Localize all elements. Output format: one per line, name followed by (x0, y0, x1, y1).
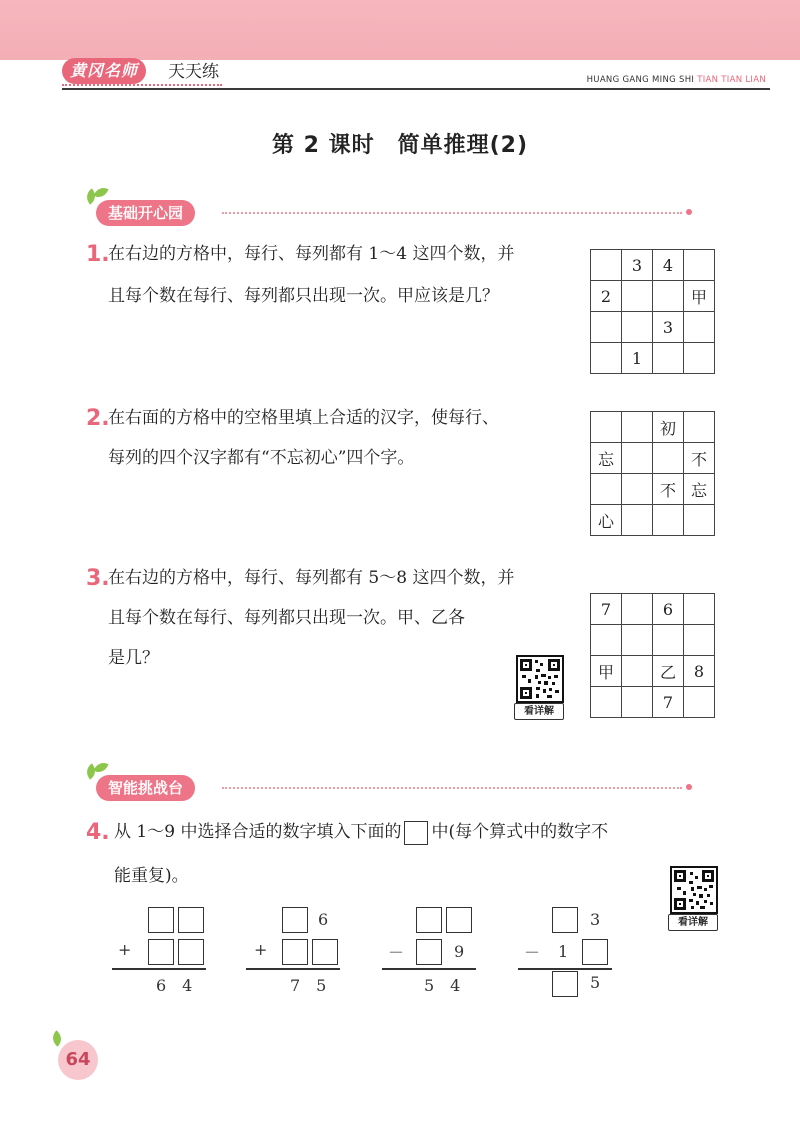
question-4-line-2: 能重复)。 (114, 866, 189, 886)
grid-cell: 1 (622, 343, 653, 374)
dot-icon (686, 209, 692, 215)
header-dotted-rule (62, 84, 222, 86)
grid-cell: 不 (684, 443, 715, 474)
answer-box (552, 907, 578, 933)
answer-box (404, 821, 428, 845)
answer-box (148, 939, 174, 965)
section-basic-label: 基础开心园 (96, 200, 195, 226)
question-2-line-2: 每列的四个汉字都有“不忘初心”四个字。 (108, 448, 415, 468)
section-dotted-rule (222, 212, 682, 214)
grid-cell (653, 505, 684, 536)
leaf-icon (49, 1030, 65, 1046)
operator-sign: + (118, 940, 132, 959)
grid-cell (684, 594, 715, 625)
grid-cell: 忘 (591, 443, 622, 474)
header-romanization-sub: TIAN TIAN LIAN (697, 75, 766, 85)
result-digits: 6 4 (156, 976, 193, 995)
question-3-line-3: 是几？ (108, 648, 159, 668)
grid-cell: 甲 (684, 281, 715, 312)
grid-cell (653, 343, 684, 374)
question-1-line-1: 在右边的方格中，每行、每列都有 1～4 这四个数，并 (108, 244, 515, 264)
result-digits: 7 5 (290, 976, 327, 995)
dot-icon (686, 784, 692, 790)
grid-cell (653, 625, 684, 656)
grid-cell (591, 474, 622, 505)
grid-cell: 6 (653, 594, 684, 625)
grid-cell (653, 443, 684, 474)
answer-box (446, 907, 472, 933)
page-number: 64 (58, 1040, 98, 1080)
qr-code-icon[interactable] (670, 866, 718, 914)
grid-cell (684, 505, 715, 536)
header-rule (62, 88, 770, 90)
grid-cell (684, 250, 715, 281)
grid-cell (591, 687, 622, 718)
question-3-grid (590, 593, 715, 718)
grid-cell (622, 594, 653, 625)
question-3-line-2: 且每个数在每行、每列都只出现一次。甲、乙各 (108, 608, 465, 628)
given-digit: 3 (590, 910, 601, 929)
grid-cell (622, 656, 653, 687)
grid-cell: 甲 (591, 656, 622, 687)
grid-cell (591, 625, 622, 656)
page-title: 第 2 课时 简单推理(2) (271, 133, 529, 158)
question-2-line-1: 在右面的方格中的空格里填上合适的汉字，使每行、 (108, 408, 499, 428)
question-3-line-1: 在右边的方格中，每行、每列都有 5～8 这四个数，并 (108, 568, 515, 588)
header-romanization (587, 75, 766, 85)
grid-cell (591, 343, 622, 374)
grid-cell (684, 625, 715, 656)
grid-cell (622, 312, 653, 343)
question-4-number: 4. (86, 820, 110, 845)
operator-sign: － (388, 943, 405, 962)
grid-cell (622, 474, 653, 505)
answer-box (282, 907, 308, 933)
answer-box (178, 939, 204, 965)
section-dotted-rule (222, 787, 682, 789)
section-challenge-label: 智能挑战台 (96, 775, 195, 801)
answer-box (416, 907, 442, 933)
question-2-grid (590, 411, 715, 536)
question-4-line-1 (114, 814, 608, 850)
answer-box (582, 939, 608, 965)
grid-cell (591, 412, 622, 443)
question-4-line-1-a: 从 1～9 中选择合适的数字填入下面的 (114, 822, 402, 842)
question-1-line-2: 且每个数在每行、每列都只出现一次。甲应该是几？ (108, 286, 499, 306)
grid-cell (622, 625, 653, 656)
answer-box (178, 907, 204, 933)
qr-code-icon[interactable] (516, 655, 564, 703)
question-1-grid (590, 249, 715, 374)
grid-cell: 2 (591, 281, 622, 312)
qr-caption[interactable]: 看详解 (514, 703, 564, 720)
answer-box (416, 939, 442, 965)
grid-cell (622, 687, 653, 718)
grid-cell: 4 (653, 250, 684, 281)
grid-cell: 8 (684, 656, 715, 687)
answer-box (312, 939, 338, 965)
grid-cell (622, 505, 653, 536)
grid-cell (591, 312, 622, 343)
grid-cell (622, 443, 653, 474)
result-digits: 5 4 (424, 976, 461, 995)
grid-cell: 不 (653, 474, 684, 505)
brand-subtitle: 天天练 (168, 62, 219, 82)
header-romanization-main: HUANG GANG MING SHI (586, 75, 695, 85)
grid-cell (684, 312, 715, 343)
operator-sign: + (254, 940, 268, 959)
question-2-number: 2. (86, 406, 110, 431)
grid-cell: 3 (622, 250, 653, 281)
brand-logo: 黄冈名师 (62, 58, 146, 84)
operator-sign: － (524, 943, 541, 962)
grid-cell (622, 412, 653, 443)
given-digit: 9 (454, 942, 465, 961)
grid-cell: 7 (653, 687, 684, 718)
sum-line (246, 968, 340, 970)
grid-cell: 初 (653, 412, 684, 443)
result-digit: 5 (590, 973, 601, 992)
answer-box (282, 939, 308, 965)
difference-line (518, 968, 612, 970)
difference-line (382, 968, 476, 970)
grid-cell: 7 (591, 594, 622, 625)
grid-cell: 乙 (653, 656, 684, 687)
qr-caption[interactable]: 看详解 (668, 914, 718, 931)
given-digit: 6 (318, 910, 329, 929)
grid-cell (653, 281, 684, 312)
question-3-number: 3. (86, 566, 110, 591)
grid-cell (684, 412, 715, 443)
grid-cell (684, 343, 715, 374)
question-4-line-1-b: 中(每个算式中的数字不 (431, 822, 609, 842)
grid-cell (684, 687, 715, 718)
grid-cell: 心 (591, 505, 622, 536)
answer-box (552, 971, 578, 997)
grid-cell (622, 281, 653, 312)
leaf-icon (93, 184, 108, 200)
grid-cell: 忘 (684, 474, 715, 505)
grid-cell (591, 250, 622, 281)
question-1-number: 1. (86, 242, 110, 267)
grid-cell: 3 (653, 312, 684, 343)
sum-line (112, 968, 206, 970)
given-digit: 1 (558, 942, 569, 961)
answer-box (148, 907, 174, 933)
leaf-icon (93, 759, 108, 775)
